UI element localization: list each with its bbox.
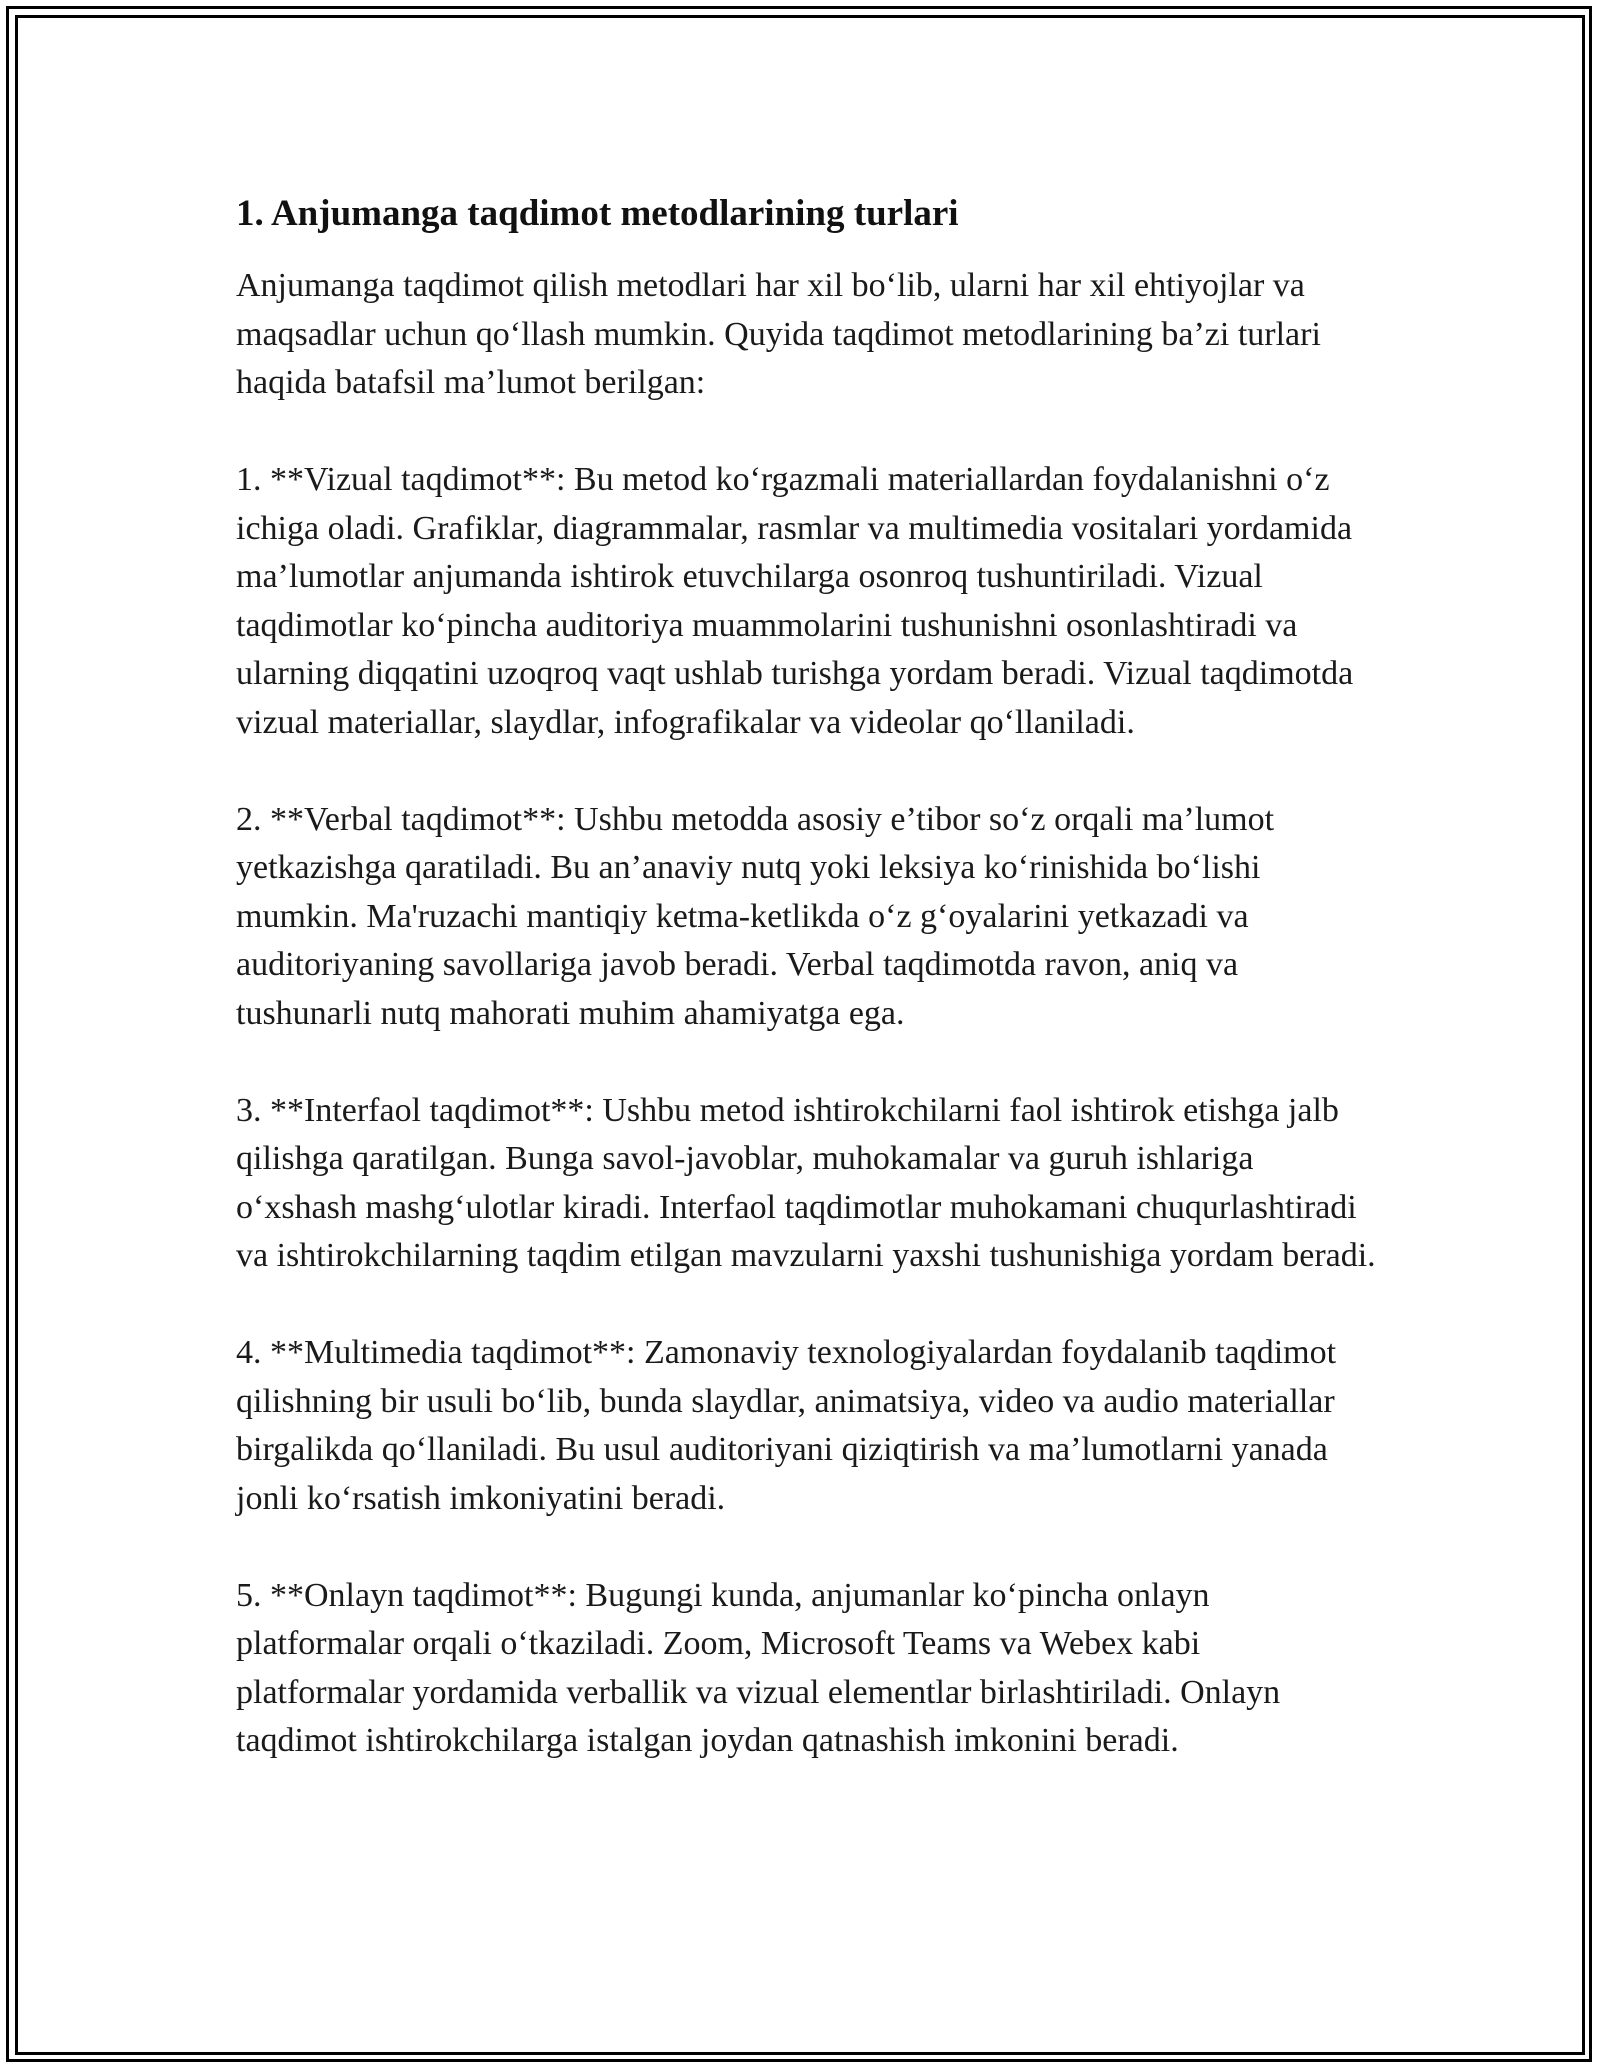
intro-paragraph: Anjumanga taqdimot qilish metodlari har xil bo‘lib, ularni har xil ehtiyojlar va maqsadlar uchun qo‘llash mumkin. Quyida taqdimot metodlarining ba’zi turlari haqida batafsil ma’lumot berilgan:: [236, 267, 1321, 401]
list-item-verbal-presentation: 2. **Verbal taqdimot**: Ushbu metodda asosiy e’tibor so‘z orqali ma’lumot yetkazishga qaratiladi. Bu an’anaviy nutq yoki leksiya ko‘rinishida bo‘lishi mumkin. Ma'ruzachi mantiqiy ketma-ketlikda o‘z g‘oyalarini yetkazadi va auditoriyaning savollariga javob beradi. Verbal taqdimotda ravon, aniq va tushunarli nutq mahorati muhim ahamiyatga ega.: [236, 800, 1275, 1032]
list-item-multimedia-presentation: 4. **Multimedia taqdimot**: Zamonaviy texnologiyalardan foydalanib taqdimot qilishning bir usuli bo‘lib, bunda slaydlar, animatsiya, video va audio materiallar birgalikda qo‘llaniladi. Bu usul auditoriyani qiziqtirish va ma’lumotlarni yanada jonli ko‘rsatish imkoniyatini beradi.: [236, 1334, 1337, 1517]
section-heading: 1. Anjumanga taqdimot metodlarining turlari: [236, 193, 959, 234]
document-body: [236, 188, 1376, 1814]
list-item-online-presentation: 5. **Onlayn taqdimot**: Bugungi kunda, anjumanlar ko‘pincha onlayn platformalar orqali o‘tkaziladi. Zoom, Microsoft Teams va Webex kabi platformalar yordamida verballik va vizual elementlar birlashtiriladi. Onlayn taqdimot ishtirokchilarga istalgan joydan qatnashish imkonini beradi.: [236, 1576, 1281, 1759]
list-item-interactive-presentation: 3. **Interfaol taqdimot**: Ushbu metod ishtirokchilarni faol ishtirok etishga jalb qilishga qaratilgan. Bunga savol-javoblar, muhokamalar va guruh ishlariga o‘xshash mashg‘ulotlar kiradi. Interfaol taqdimotlar muhokamani chuqurlashtiradi va ishtirokchilarning taqdim etilgan mavzularni yaxshi tushunishiga yordam beradi.: [236, 1091, 1376, 1274]
list-item-visual-presentation: 1. **Vizual taqdimot**: Bu metod ko‘rgazmali materiallardan foydalanishni o‘z ichiga oladi. Grafiklar, diagrammalar, rasmlar va multimedia vositalari yordamida ma’lumotlar anjumanda ishtirok etuvchilarga osonroq tushuntiriladi. Vizual taqdimotlar ko‘pincha auditoriya muammolarini tushunishni osonlashtiradi va ularning diqqatini uzoqroq vaqt ushlab turishga yordam beradi. Vizual taqdimotda vizual materiallar, slaydlar, infografikalar va videolar qo‘llaniladi.: [236, 461, 1354, 741]
